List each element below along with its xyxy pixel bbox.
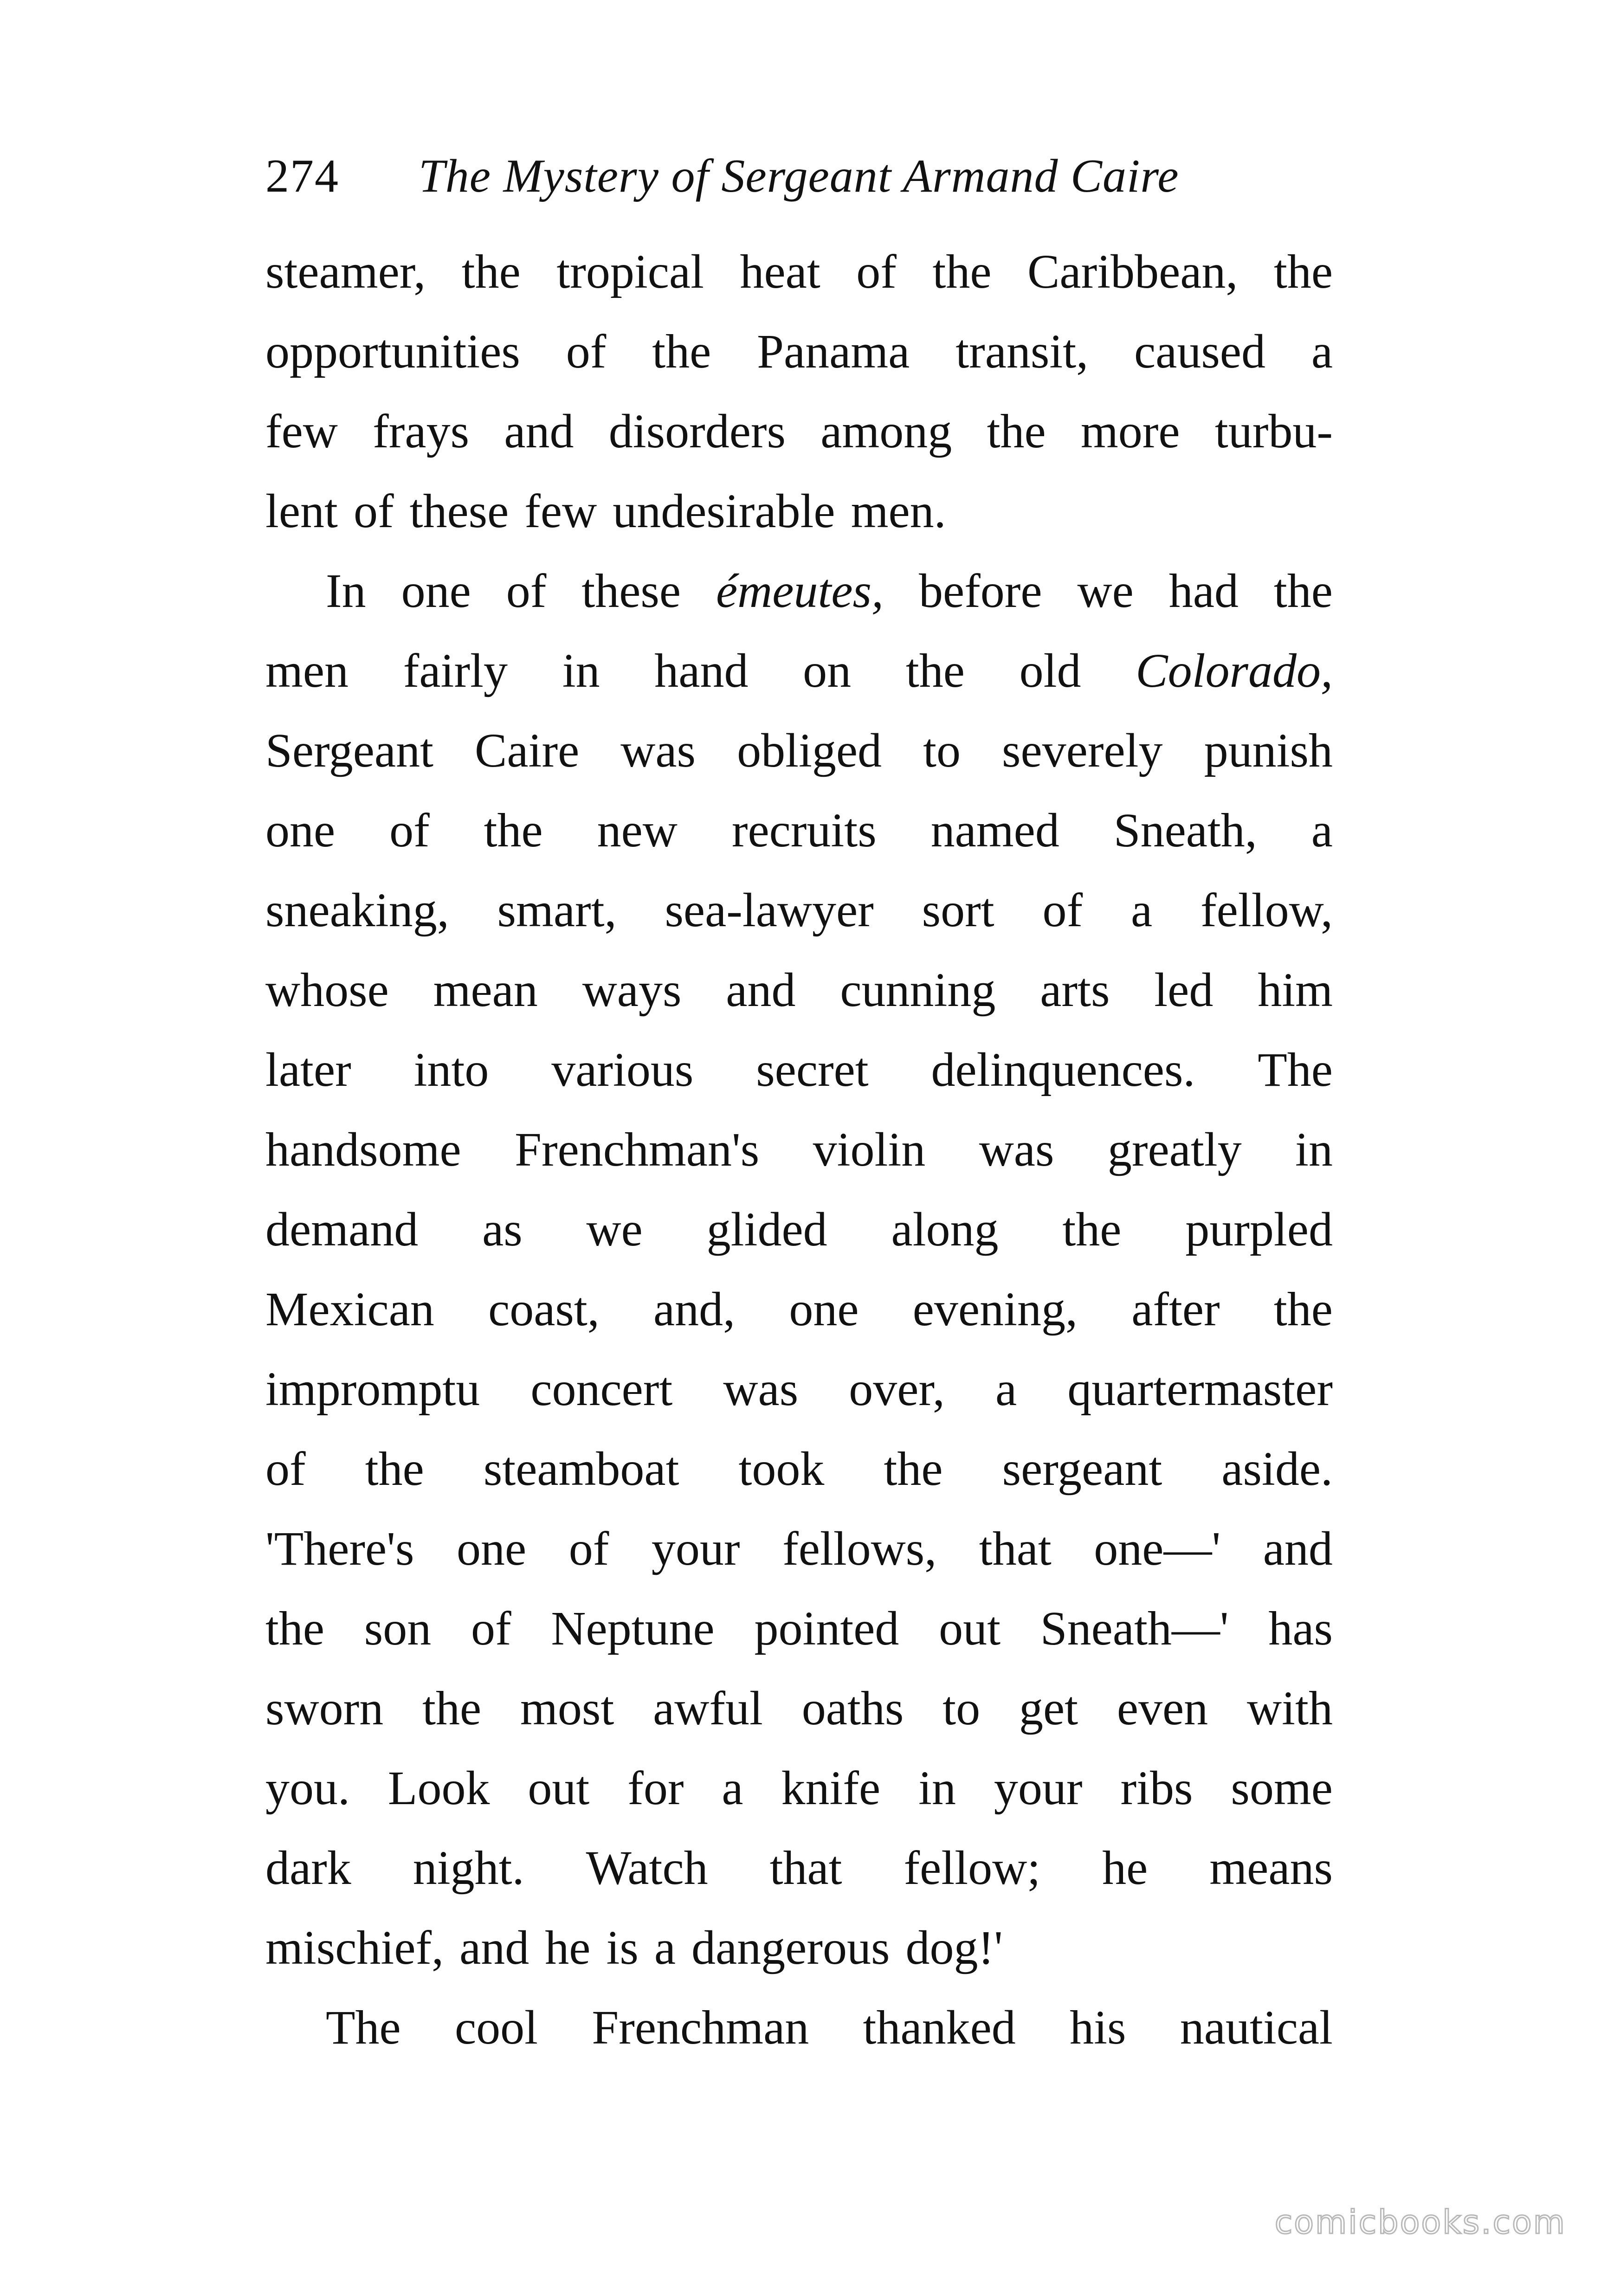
page-number: 274 (265, 150, 339, 202)
word: out (528, 1761, 590, 1815)
word: the (265, 1602, 325, 1655)
word: fellows, (782, 1522, 937, 1575)
word: fellow; (904, 1841, 1041, 1895)
word: Frenchman's (515, 1123, 760, 1176)
word: turbu- (1214, 405, 1333, 458)
word: various (551, 1043, 694, 1096)
word: and (504, 405, 574, 458)
word: to (943, 1682, 981, 1735)
word: sort (922, 884, 994, 937)
word: dog!' (905, 1921, 1003, 1974)
word: a (1131, 884, 1153, 937)
text-line (265, 791, 1333, 871)
word: smart, (497, 884, 617, 937)
word: you. (265, 1761, 350, 1815)
text-line (265, 1908, 1333, 1988)
text-line (265, 471, 1333, 551)
word: greatly (1107, 1123, 1242, 1176)
word: to (923, 724, 961, 777)
word: of (389, 804, 430, 857)
word: took (738, 1442, 825, 1496)
word: some (1231, 1761, 1333, 1815)
word: arts (1040, 963, 1110, 1017)
text-line (265, 631, 1333, 711)
word: caused (1134, 325, 1265, 378)
word: Caribbean, (1027, 245, 1238, 298)
word: before (918, 564, 1042, 618)
word: whose (265, 963, 389, 1017)
word: him (1258, 963, 1333, 1017)
word: Watch (586, 1841, 708, 1895)
word: the (461, 245, 521, 298)
word: with (1247, 1682, 1333, 1735)
word: a (1311, 325, 1333, 378)
word: had (1168, 564, 1239, 618)
word: of (265, 1442, 306, 1496)
word: a (1311, 804, 1333, 857)
word: that (979, 1522, 1052, 1575)
word: means (1209, 1841, 1333, 1895)
word: disorders (608, 405, 786, 458)
word: few (524, 484, 597, 538)
word: In (326, 564, 366, 618)
word: ways (582, 963, 682, 1017)
word: Panama (757, 325, 910, 378)
word: one (789, 1283, 859, 1336)
word: cool (455, 2001, 538, 2054)
watermark: comicbooks.com (1274, 2203, 1566, 2241)
text-line (265, 871, 1333, 950)
word: on (803, 644, 852, 697)
word: was (979, 1123, 1054, 1176)
word: for (627, 1761, 684, 1815)
word: few (265, 405, 338, 458)
word: in (918, 1761, 956, 1815)
word: sea-lawyer (665, 884, 874, 937)
word: after (1131, 1283, 1220, 1336)
word: awful (653, 1682, 763, 1735)
word: the (932, 245, 992, 298)
word: these (581, 564, 681, 618)
word: even (1117, 1682, 1208, 1735)
word: the (1273, 564, 1333, 618)
word: of (568, 1522, 609, 1575)
word: of (353, 484, 394, 538)
text-line (265, 232, 1333, 312)
word: purpled (1185, 1203, 1333, 1256)
word: dangerous (691, 1921, 890, 1974)
word: we (1077, 564, 1134, 618)
text-line (265, 392, 1333, 471)
word: of (856, 245, 897, 298)
word: a (654, 1921, 676, 1974)
word: sworn (265, 1682, 384, 1735)
word: Sneath—' (1040, 1602, 1229, 1655)
word: of (1042, 884, 1083, 937)
text-line (265, 1828, 1333, 1908)
word: steamboat (483, 1442, 679, 1496)
word: the (652, 325, 711, 378)
text-line (265, 312, 1333, 392)
word: and (459, 1921, 529, 1974)
body-text (265, 232, 1333, 2068)
word: old (1019, 644, 1081, 697)
word: the (987, 405, 1046, 458)
word: as (482, 1203, 523, 1256)
word: concert (530, 1362, 673, 1416)
word: thanked (863, 2001, 1016, 2054)
word: that (769, 1841, 842, 1895)
word: son (364, 1602, 432, 1655)
word: one (401, 564, 471, 618)
word: the (1062, 1203, 1122, 1256)
text-line (265, 1509, 1333, 1589)
word: was (620, 724, 696, 777)
word: is (606, 1921, 639, 1974)
word: Colorado, (1136, 644, 1333, 697)
word: evening, (912, 1283, 1078, 1336)
text-line (265, 1349, 1333, 1429)
text-line (265, 1589, 1333, 1669)
word: obliged (737, 724, 882, 777)
word: quartermaster (1067, 1362, 1333, 1416)
word: men. (851, 484, 946, 538)
word: hand (654, 644, 749, 697)
word: knife (781, 1761, 881, 1815)
word: demand (265, 1203, 419, 1256)
word: the (422, 1682, 482, 1735)
word: punish (1204, 724, 1333, 777)
word: one—' (1094, 1522, 1221, 1575)
running-title: The Mystery of Sergeant Armand Caire (419, 150, 1179, 202)
word: the (905, 644, 965, 697)
word: 'There's (265, 1522, 414, 1575)
word: was (723, 1362, 799, 1416)
word: one (456, 1522, 527, 1575)
text-line (265, 1988, 1333, 2068)
word: a (722, 1761, 743, 1815)
word: of (566, 325, 607, 378)
word: the (1273, 245, 1333, 298)
word: severely (1002, 724, 1163, 777)
word: émeutes, (716, 564, 884, 618)
word: in (1295, 1123, 1333, 1176)
word: has (1268, 1602, 1333, 1655)
word: handsome (265, 1123, 461, 1176)
word: the (884, 1442, 943, 1496)
word: named (930, 804, 1059, 857)
word: ribs (1120, 1761, 1193, 1815)
word: fairly (403, 644, 508, 697)
word: among (820, 405, 952, 458)
text-line (265, 1270, 1333, 1349)
text-line (265, 711, 1333, 791)
word: sergeant (1002, 1442, 1162, 1496)
word: one (265, 804, 336, 857)
word: dark (265, 1841, 351, 1895)
word: later (265, 1043, 351, 1096)
word: oaths (801, 1682, 904, 1735)
word: in (562, 644, 600, 697)
word: Frenchman (592, 2001, 809, 2054)
word: undesirable (613, 484, 835, 538)
word: The (326, 2001, 401, 2054)
word: impromptu (265, 1362, 480, 1416)
word: your (651, 1522, 740, 1575)
word: the (1273, 1283, 1333, 1336)
word: mean (433, 963, 538, 1017)
word: of (471, 1602, 511, 1655)
word: violin (813, 1123, 926, 1176)
word: men (265, 644, 349, 697)
word: his (1070, 2001, 1126, 2054)
word: mischief, (265, 1921, 444, 1974)
word: he (545, 1921, 591, 1974)
word: cunning (840, 963, 996, 1017)
text-line (265, 1748, 1333, 1828)
word: and, (653, 1283, 736, 1336)
word: The (1258, 1043, 1333, 1096)
word: pointed (754, 1602, 899, 1655)
text-line (265, 1669, 1333, 1748)
word: Sneath, (1113, 804, 1257, 857)
word: get (1019, 1682, 1078, 1735)
word: Mexican (265, 1283, 434, 1336)
word: delinquences. (931, 1043, 1195, 1096)
word: a (995, 1362, 1017, 1416)
word: and (726, 963, 796, 1017)
text-line (265, 950, 1333, 1030)
word: Neptune (551, 1602, 715, 1655)
text-line (265, 1030, 1333, 1110)
word: and (1263, 1522, 1333, 1575)
word: the (365, 1442, 424, 1496)
word: secret (756, 1043, 869, 1096)
word: aside. (1221, 1442, 1333, 1496)
word: out (939, 1602, 1001, 1655)
text-line (265, 1190, 1333, 1270)
text-line (265, 551, 1333, 631)
word: sneaking, (265, 884, 449, 937)
text-line (265, 1429, 1333, 1509)
word: into (413, 1043, 489, 1096)
word: Caire (475, 724, 580, 777)
word: over, (849, 1362, 945, 1416)
word: these (409, 484, 509, 538)
word: more (1080, 405, 1180, 458)
word: lent (265, 484, 338, 538)
word: new (597, 804, 678, 857)
word: night. (413, 1841, 524, 1895)
word: opportunities (265, 325, 520, 378)
word: tropical (556, 245, 704, 298)
word: recruits (731, 804, 877, 857)
word: nautical (1180, 2001, 1333, 2054)
word: fellow, (1201, 884, 1333, 937)
word: along (891, 1203, 999, 1256)
word: led (1154, 963, 1214, 1017)
word: heat (740, 245, 820, 298)
word: frays (373, 405, 470, 458)
running-head (265, 139, 1333, 213)
word: we (586, 1203, 643, 1256)
word: Sergeant (265, 724, 433, 777)
word: transit, (955, 325, 1089, 378)
word: your (994, 1761, 1083, 1815)
word: steamer, (265, 245, 426, 298)
word: he (1102, 1841, 1148, 1895)
word: glided (706, 1203, 827, 1256)
text-line (265, 1110, 1333, 1190)
word: Look (387, 1761, 490, 1815)
word: most (520, 1682, 614, 1735)
word: of (506, 564, 547, 618)
word: the (484, 804, 543, 857)
word: coast, (488, 1283, 600, 1336)
